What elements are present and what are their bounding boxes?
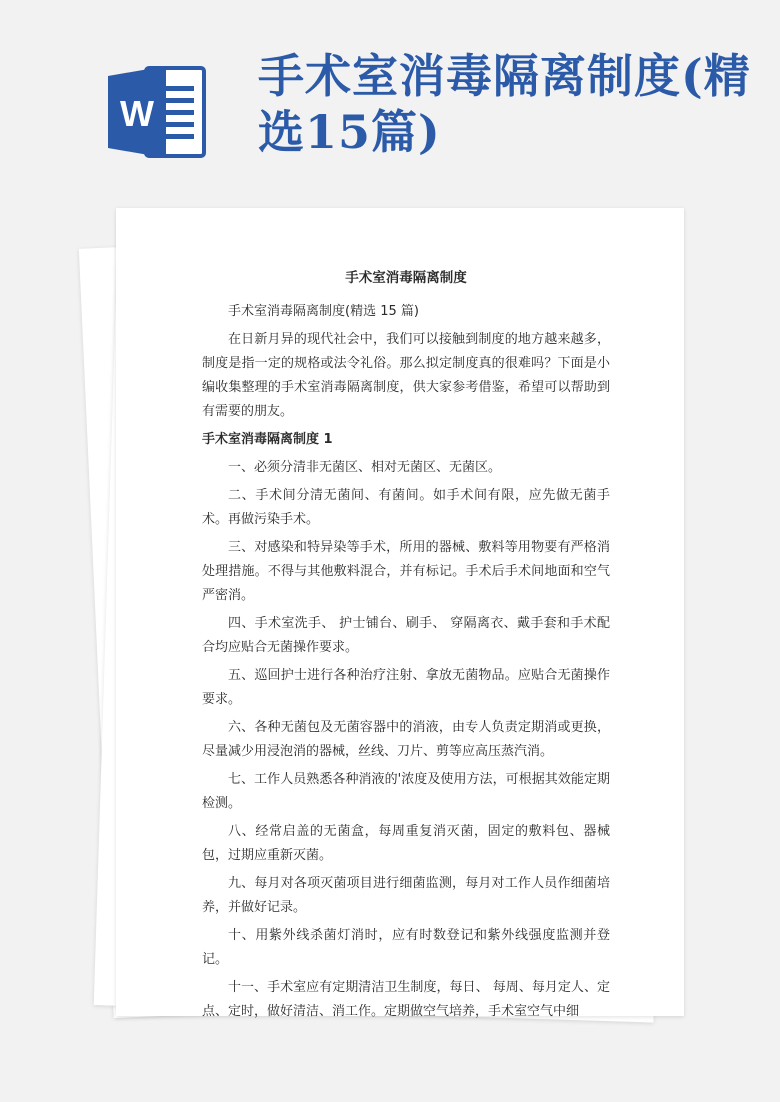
- list-item: 二、手术间分清无菌间、有菌间。如手术间有限，应先做无菌手术。再做污染手术。: [202, 488, 610, 527]
- list-item: 七、工作人员熟悉各种消液的'浓度及使用方法，可根据其效能定期检测。: [202, 772, 610, 811]
- list-item: 十一、手术室应有定期清洁卫生制度，每日、 每周、每月定人、定点、定时，做好清洁、消工作。定期做空气培养，手术室空气中细: [202, 980, 610, 1019]
- document-subtitle: 手术室消毒隔离制度(精选 15 篇): [228, 304, 419, 319]
- section-heading: 手术室消毒隔离制度 1: [202, 432, 333, 447]
- document-body: [202, 266, 610, 1028]
- list-item: 四、手术室洗手、 护士铺台、刷手、 穿隔离衣、戴手套和手术配合均应贴合无菌操作要求。: [202, 616, 610, 655]
- list-item: 十、用紫外线杀菌灯消时，应有时数登记和紫外线强度监测并登记。: [202, 928, 610, 967]
- list-item: 六、各种无菌包及无菌容器中的消液，由专人负责定期消或更换，尽量减少用浸泡消的器械，丝线、刀片、剪等应高压蒸汽消。: [202, 720, 610, 759]
- word-document-icon: [108, 62, 208, 162]
- document-page: [116, 208, 684, 1019]
- list-item: 九、每月对各项灭菌项目进行细菌监测，每月对工作人员作细菌培养，并做好记录。: [202, 876, 610, 915]
- list-item: 八、经常启盖的无菌盒，每周重复消灭菌，固定的敷料包、器械包，过期应重新灭菌。: [202, 824, 610, 863]
- list-item: 五、巡回护士进行各种治疗注射、拿放无菌物品。应贴合无菌操作要求。: [202, 668, 610, 707]
- logo-letter: W: [120, 93, 154, 134]
- list-item: 三、对感染和特异染等手术，所用的器械、敷料等用物要有严格消处理措施。不得与其他敷料混合，并有标记。手术后手术间地面和空气严密消。: [202, 540, 610, 603]
- document-title: 手术室消毒隔离制度: [345, 270, 467, 286]
- intro-paragraph: 在日新月异的现代社会中，我们可以接触到制度的地方越来越多，制度是指一定的规格或法令礼俗。那么拟定制度真的很难吗？下面是小编收集整理的手术室消毒隔离制度，供大家参考借鉴，希望可以帮助到有需要的朋友。: [202, 332, 610, 419]
- header: [0, 0, 780, 200]
- page-title: 手术室消毒隔离制度(精选15篇): [258, 49, 751, 159]
- list-item: 一、必须分清非无菌区、相对无菌区、无菌区。: [228, 460, 502, 475]
